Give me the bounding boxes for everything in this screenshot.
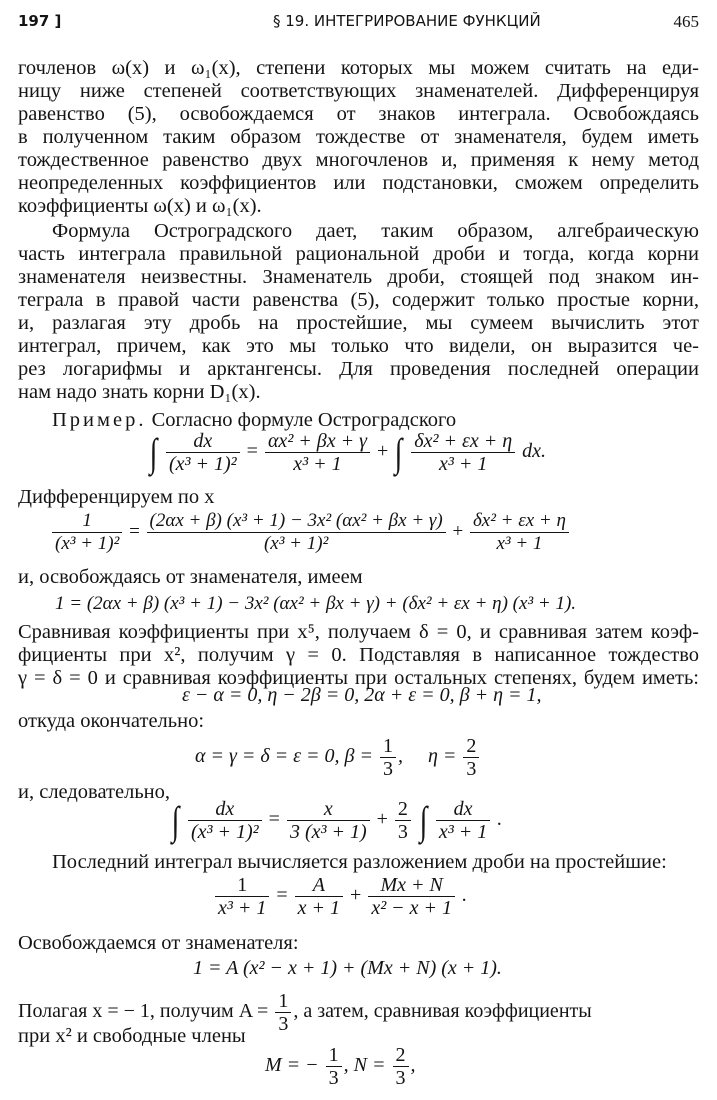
text-line: неопределенных коэффициентов или подстановки, сможем определить (18, 172, 699, 194)
fraction: $\frac{2}{3}$ (393, 1044, 409, 1089)
text-line: Сравнивая коэффициенты при x⁵, получаем δ = 0, и сравнивая затем коэф- (18, 621, 699, 643)
text-line: нам надо знать корни D₁(x). (18, 381, 261, 403)
equation-derivative: $\frac{1}{\text{(x³ + 1)²}}$ = $\frac{\text{(2αx + β) (x³ + 1) − 3x² (αx² + βx + γ)}}{\text{(x³ + 1)²}}$ + $\frac{\text{δx² + εx + η}}{\text{x³ + 1}}$ (50, 510, 571, 555)
text-line: рез логарифмы и арктангенсы. Для проведения последней операции (18, 358, 699, 380)
page-header (18, 12, 699, 34)
text-line: γ = δ = 0 и сравнивая коэффициенты при остальных степенях, будем иметь: (18, 667, 699, 689)
fraction: $\frac{1}{3}$ (326, 1044, 342, 1089)
header-page-number: 465 (673, 12, 699, 31)
text-line: знаменателя неизвестны. Знаменатель дроби, стоящей под знаком ин- (18, 266, 699, 288)
example-intro: Согласно формуле Остроградского (146, 409, 457, 431)
fraction: $\frac{A}{x + 1}$ (295, 874, 343, 919)
equation-partial-fractions: $\frac{1}{\text{x³ + 1}}$ = $\frac{A}{x + 1}$ + $\frac{Mx + N}{\text{x² − x + 1}}$ . (213, 874, 467, 919)
fraction: $\frac{1}{3}$ (380, 735, 396, 780)
equation-system: ε − α = 0, η − 2β = 0, 2α + ε = 0, β + η = 1, (182, 684, 542, 706)
text-line: ницу ниже степеней соответствующих знаменателей. Дифференцируя (18, 80, 699, 102)
text-line: Последний интеграл вычисляется разложением дроби на простейшие: (52, 851, 667, 873)
text-line: тождественное равенство двух многочленов и, применяя к нему метод (18, 149, 699, 171)
fraction: $\frac{1}{3}$ (275, 990, 291, 1035)
fraction: $\frac{dx}{\text{x³ + 1}}$ (436, 798, 490, 843)
fraction: $\frac{1}{\text{x³ + 1}}$ (215, 874, 269, 919)
equation-identity: 1 = (2αx + β) (x³ + 1) − 3x² (αx² + βx + γ) + (δx² + εx + η) (x³ + 1). (55, 593, 577, 614)
fraction: $\frac{1}{\text{(x³ + 1)²}}$ (52, 510, 122, 555)
fraction: $\frac{2}{3}$ (395, 798, 411, 843)
text-line: в полученном таким образом тождестве от знаменателя, будем иметь (18, 126, 699, 148)
text-line: гочленов ω(x) и ω₁(x), степени которых мы можем считать на еди- (18, 57, 699, 79)
fraction: $\frac{dx}{\text{(x³ + 1)²}}$ (166, 430, 240, 475)
integral-sign: ∫ (149, 429, 158, 475)
text-line: теграла в правой части равенства (5), содержит только простые корни, (18, 289, 699, 311)
text-line: Освобождаемся от знаменателя: (18, 932, 299, 954)
text-line: и, следовательно, (18, 781, 171, 803)
header-section-title: § 19. ИНТЕГРИРОВАНИЕ ФУНКЦИЙ (273, 12, 541, 30)
equation-result: ∫ $\frac{dx}{\text{(x³ + 1)²}}$ = $\frac{x}{\text{3 (x³ + 1)}}$ + $\frac{2}{3}$ ∫ $\frac{dx}{\text{x³ + 1}}$ . (171, 797, 503, 843)
fraction: $\frac{\text{δx² + εx + η}}{\text{x³ + 1}}$ (411, 430, 515, 475)
text-line: равенство (5), освобождаемся от знаков интеграла. Освобождаясь (18, 103, 699, 125)
integral-sign: ∫ (394, 429, 403, 475)
text-line: при x² и свободные члены (18, 1025, 246, 1047)
text-line: часть интеграла правильной рациональной дроби и тогда, когда корни (18, 243, 699, 265)
text-line: и, разлагая эту дробь на простейшие, мы сумеем вычислить этот (18, 312, 699, 334)
text-line: Дифференцируем по x (18, 486, 215, 508)
fraction: $\frac{\text{αx² + βx + γ}}{\text{x³ + 1}}$ (265, 430, 370, 475)
text-line: и, освобождаясь от знаменателя, имеем (18, 566, 363, 588)
fraction: $\frac{\text{δx² + εx + η}}{\text{x³ + 1}}$ (470, 510, 569, 555)
example-label: Пример. (52, 409, 147, 431)
integral-sign: ∫ (171, 797, 180, 843)
text-line: откуда окончательно: (18, 710, 205, 732)
header-page-ref: 197 ] (18, 12, 62, 30)
fraction: $\frac{x}{\text{3 (x³ + 1)}}$ (287, 798, 370, 843)
fraction: $\frac{Mx + N}{\text{x² − x + 1}}$ (368, 874, 455, 919)
fraction: $\frac{dx}{\text{(x³ + 1)²}}$ (188, 798, 262, 843)
fraction: $\frac{2}{3}$ (463, 735, 479, 780)
equation-polynomial: 1 = A (x² − x + 1) + (Mx + N) (x + 1). (193, 957, 502, 979)
equation-ostrogradsky: ∫ $\frac{dx}{\text{(x³ + 1)²}}$ = $\frac{\text{αx² + βx + γ}}{\text{x³ + 1}}$ + ∫ $\frac{\text{δx² + εx + η}}{\text{x³ + 1}}$ dx. (149, 429, 547, 475)
text-line: Формула Остроградского дает, таким образом, алгебраическую (52, 220, 699, 242)
text-line: коэффициенты ω(x) и ω₁(x). (18, 195, 262, 217)
integral-sign: ∫ (419, 797, 428, 843)
text-line-setting: Полагая x = − 1, получим A = $\frac{1}{3}$ , а затем, сравнивая коэффициенты (18, 990, 592, 1035)
equation-mn: M = − $\frac{1}{3}$ , N = $\frac{2}{3}$ , (265, 1044, 416, 1089)
text-line: интеграл, причем, как это мы только что видели, он выразится че- (18, 335, 699, 357)
equation-coefficients: α = γ = δ = ε = 0, β = $\frac{1}{3}$ , η = $\frac{2}{3}$ (195, 735, 481, 780)
fraction: $\frac{\text{(2αx + β) (x³ + 1) − 3x² (αx² + βx + γ)}}{\text{(x³ + 1)²}}$ (147, 510, 446, 555)
text-line: фициенты при x², получим γ = 0. Подставляя в написанное тождество (18, 644, 699, 666)
